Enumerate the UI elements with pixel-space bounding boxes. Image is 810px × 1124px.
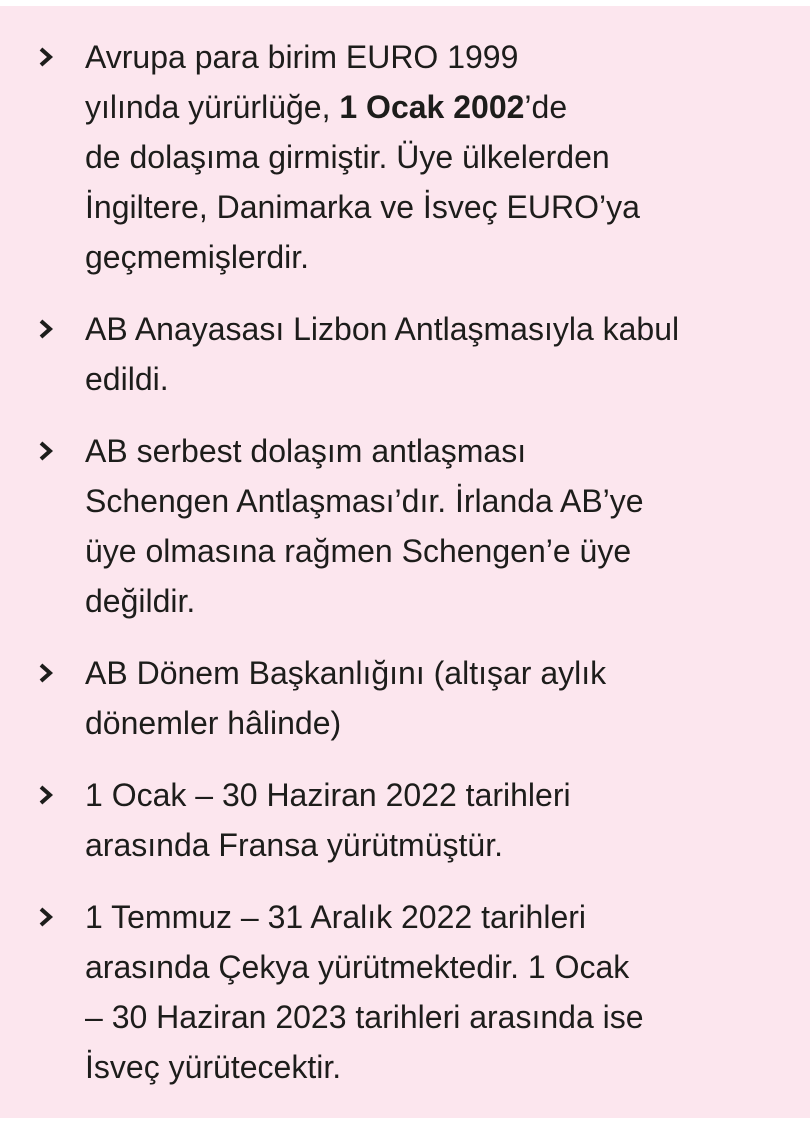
- text-line: Schengen Antlaşması’dır. İrlanda AB’ye: [85, 483, 644, 519]
- list-item-text: [85, 892, 798, 1092]
- list-item: [38, 32, 798, 282]
- list-item-text: [85, 426, 798, 626]
- list-item: [38, 770, 798, 870]
- list-item: [38, 648, 798, 748]
- text-line: edildi.: [85, 361, 169, 397]
- chevron-right-icon: [38, 892, 85, 942]
- text-line: de dolaşıma girmiştir. Üye ülkelerden: [85, 139, 610, 175]
- bold-date: 1 Ocak 2002: [339, 89, 525, 125]
- text-line: [85, 82, 798, 132]
- text-line: AB serbest dolaşım antlaşması: [85, 433, 527, 469]
- list-item-text: [85, 304, 798, 404]
- chevron-right-icon: [38, 32, 85, 82]
- list-item-text: [85, 648, 798, 748]
- chevron-right-icon: [38, 304, 85, 354]
- list-item: [38, 426, 798, 626]
- text-line: AB Dönem Başkanlığını (altışar aylık: [85, 655, 607, 691]
- list-item: [38, 892, 798, 1092]
- text-line: İngiltere, Danimarka ve İsveç EURO’ya: [85, 189, 640, 225]
- text-line: Avrupa para birim EURO 1999: [85, 39, 519, 75]
- text-span: ’de: [524, 89, 568, 125]
- info-box: [0, 6, 810, 1118]
- text-line: değildir.: [85, 583, 196, 619]
- list-item-text: [85, 770, 798, 870]
- text-line: dönemler hâlinde): [85, 705, 342, 741]
- chevron-right-icon: [38, 770, 85, 820]
- list-item: [38, 304, 798, 404]
- text-line: AB Anayasası Lizbon Antlaşmasıyla kabul: [85, 311, 680, 347]
- text-line: İsveç yürütecektir.: [85, 1049, 342, 1085]
- text-line: üye olmasına rağmen Schengen’e üye: [85, 533, 632, 569]
- chevron-right-icon: [38, 648, 85, 698]
- text-line: 1 Ocak – 30 Haziran 2022 tarihleri: [85, 777, 571, 813]
- text-line: arasında Fransa yürütmüştür.: [85, 827, 503, 863]
- text-line: 1 Temmuz – 31 Aralık 2022 tarihleri: [85, 899, 586, 935]
- chevron-right-icon: [38, 426, 85, 476]
- text-span: yılında yürürlüğe,: [85, 89, 340, 125]
- text-line: – 30 Haziran 2023 tarihleri arasında ise: [85, 999, 644, 1035]
- text-line: arasında Çekya yürütmektedir. 1 Ocak: [85, 949, 630, 985]
- text-line: geçmemişlerdir.: [85, 239, 310, 275]
- list-item-text: [85, 32, 798, 282]
